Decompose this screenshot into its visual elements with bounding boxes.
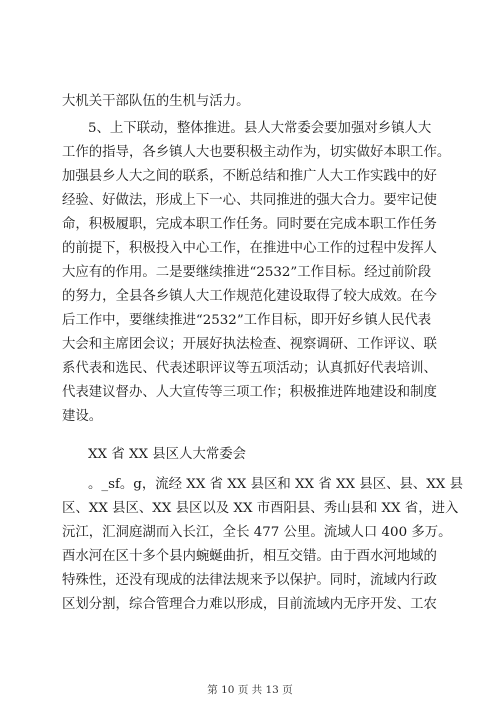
paragraph-line: 经验、好做法，形成上下一心、共同推进的强大合力。要牢记使: [62, 193, 437, 208]
paragraph-line: 代表建议督办、人大宣传等三项工作；积极推进阵地建设和制度: [62, 385, 437, 400]
paragraph-line: 大会和主席团会议；开展好执法检查、视察调研、工作评议、联: [62, 337, 437, 352]
paragraph-line: 加强县乡人大之间的联系，不断总结和推广人大工作实践中的好: [62, 169, 437, 184]
paragraph-line: 酉水河在区十多个县内蜿蜒曲折，相互交错。由于酉水河地域的: [62, 549, 437, 564]
paragraph-2: [62, 117, 451, 429]
paragraph-line: 沅江，汇洞庭湖而入长江，全长 477 公里。流域人口 400 多万。: [62, 525, 452, 540]
paragraph-line: 建设。: [62, 409, 103, 424]
paragraph-line: 工作的指导，各乡镇人大也要积极主动作为，切实做好本职工作。: [62, 145, 451, 160]
paragraph-line: 区划分割，综合管理合力难以形成，目前流域内无序开发、工农: [62, 597, 437, 612]
paragraph-line: 后工作中，要继续推进“2532”工作目标，即开好乡镇人民代表: [62, 313, 432, 328]
paragraph-line: 。_sf。g，流经 XX 省 XX 县区和 XX 省 XX 县区、县、XX 县: [88, 477, 463, 492]
paragraph-line: 区、XX 县区、XX 县区以及 XX 市酉阳县、秀山县和 XX 省，进入: [62, 501, 459, 516]
paragraph-line: 特殊性，还没有现成的法律法规来予以保护。同时，流域内行政: [62, 573, 437, 588]
paragraph-line: 5、上下联动，整体推进。县人大常委会要加强对乡镇人大: [88, 121, 432, 136]
paragraph-3: [62, 473, 463, 617]
paragraph-line: 命，积极履职，完成本职工作任务。同时要在完成本职工作任务: [62, 217, 437, 232]
paragraph-1: [62, 90, 434, 114]
paragraph-line: 的努力，全县各乡镇人大工作规范化建设取得了较大成效。在今: [62, 289, 437, 304]
paragraph-line: 大应有的作用。二是要继续推进“2532”工作目标。经过前阶段: [62, 265, 432, 280]
paragraph-line: 大机关干部队伍的生机与活力。: [62, 94, 250, 109]
page-number-footer: 第 10 页 共 13 页: [207, 684, 293, 696]
paragraph-line: 系代表和选民、代表述职评议等五项活动；认真抓好代表培训、: [62, 361, 437, 376]
organization-heading: XX 省 XX 县区人大常委会: [88, 447, 247, 462]
paragraph-line: 的前提下，积极投入中心工作，在推进中心工作的过程中发挥人: [62, 241, 437, 256]
